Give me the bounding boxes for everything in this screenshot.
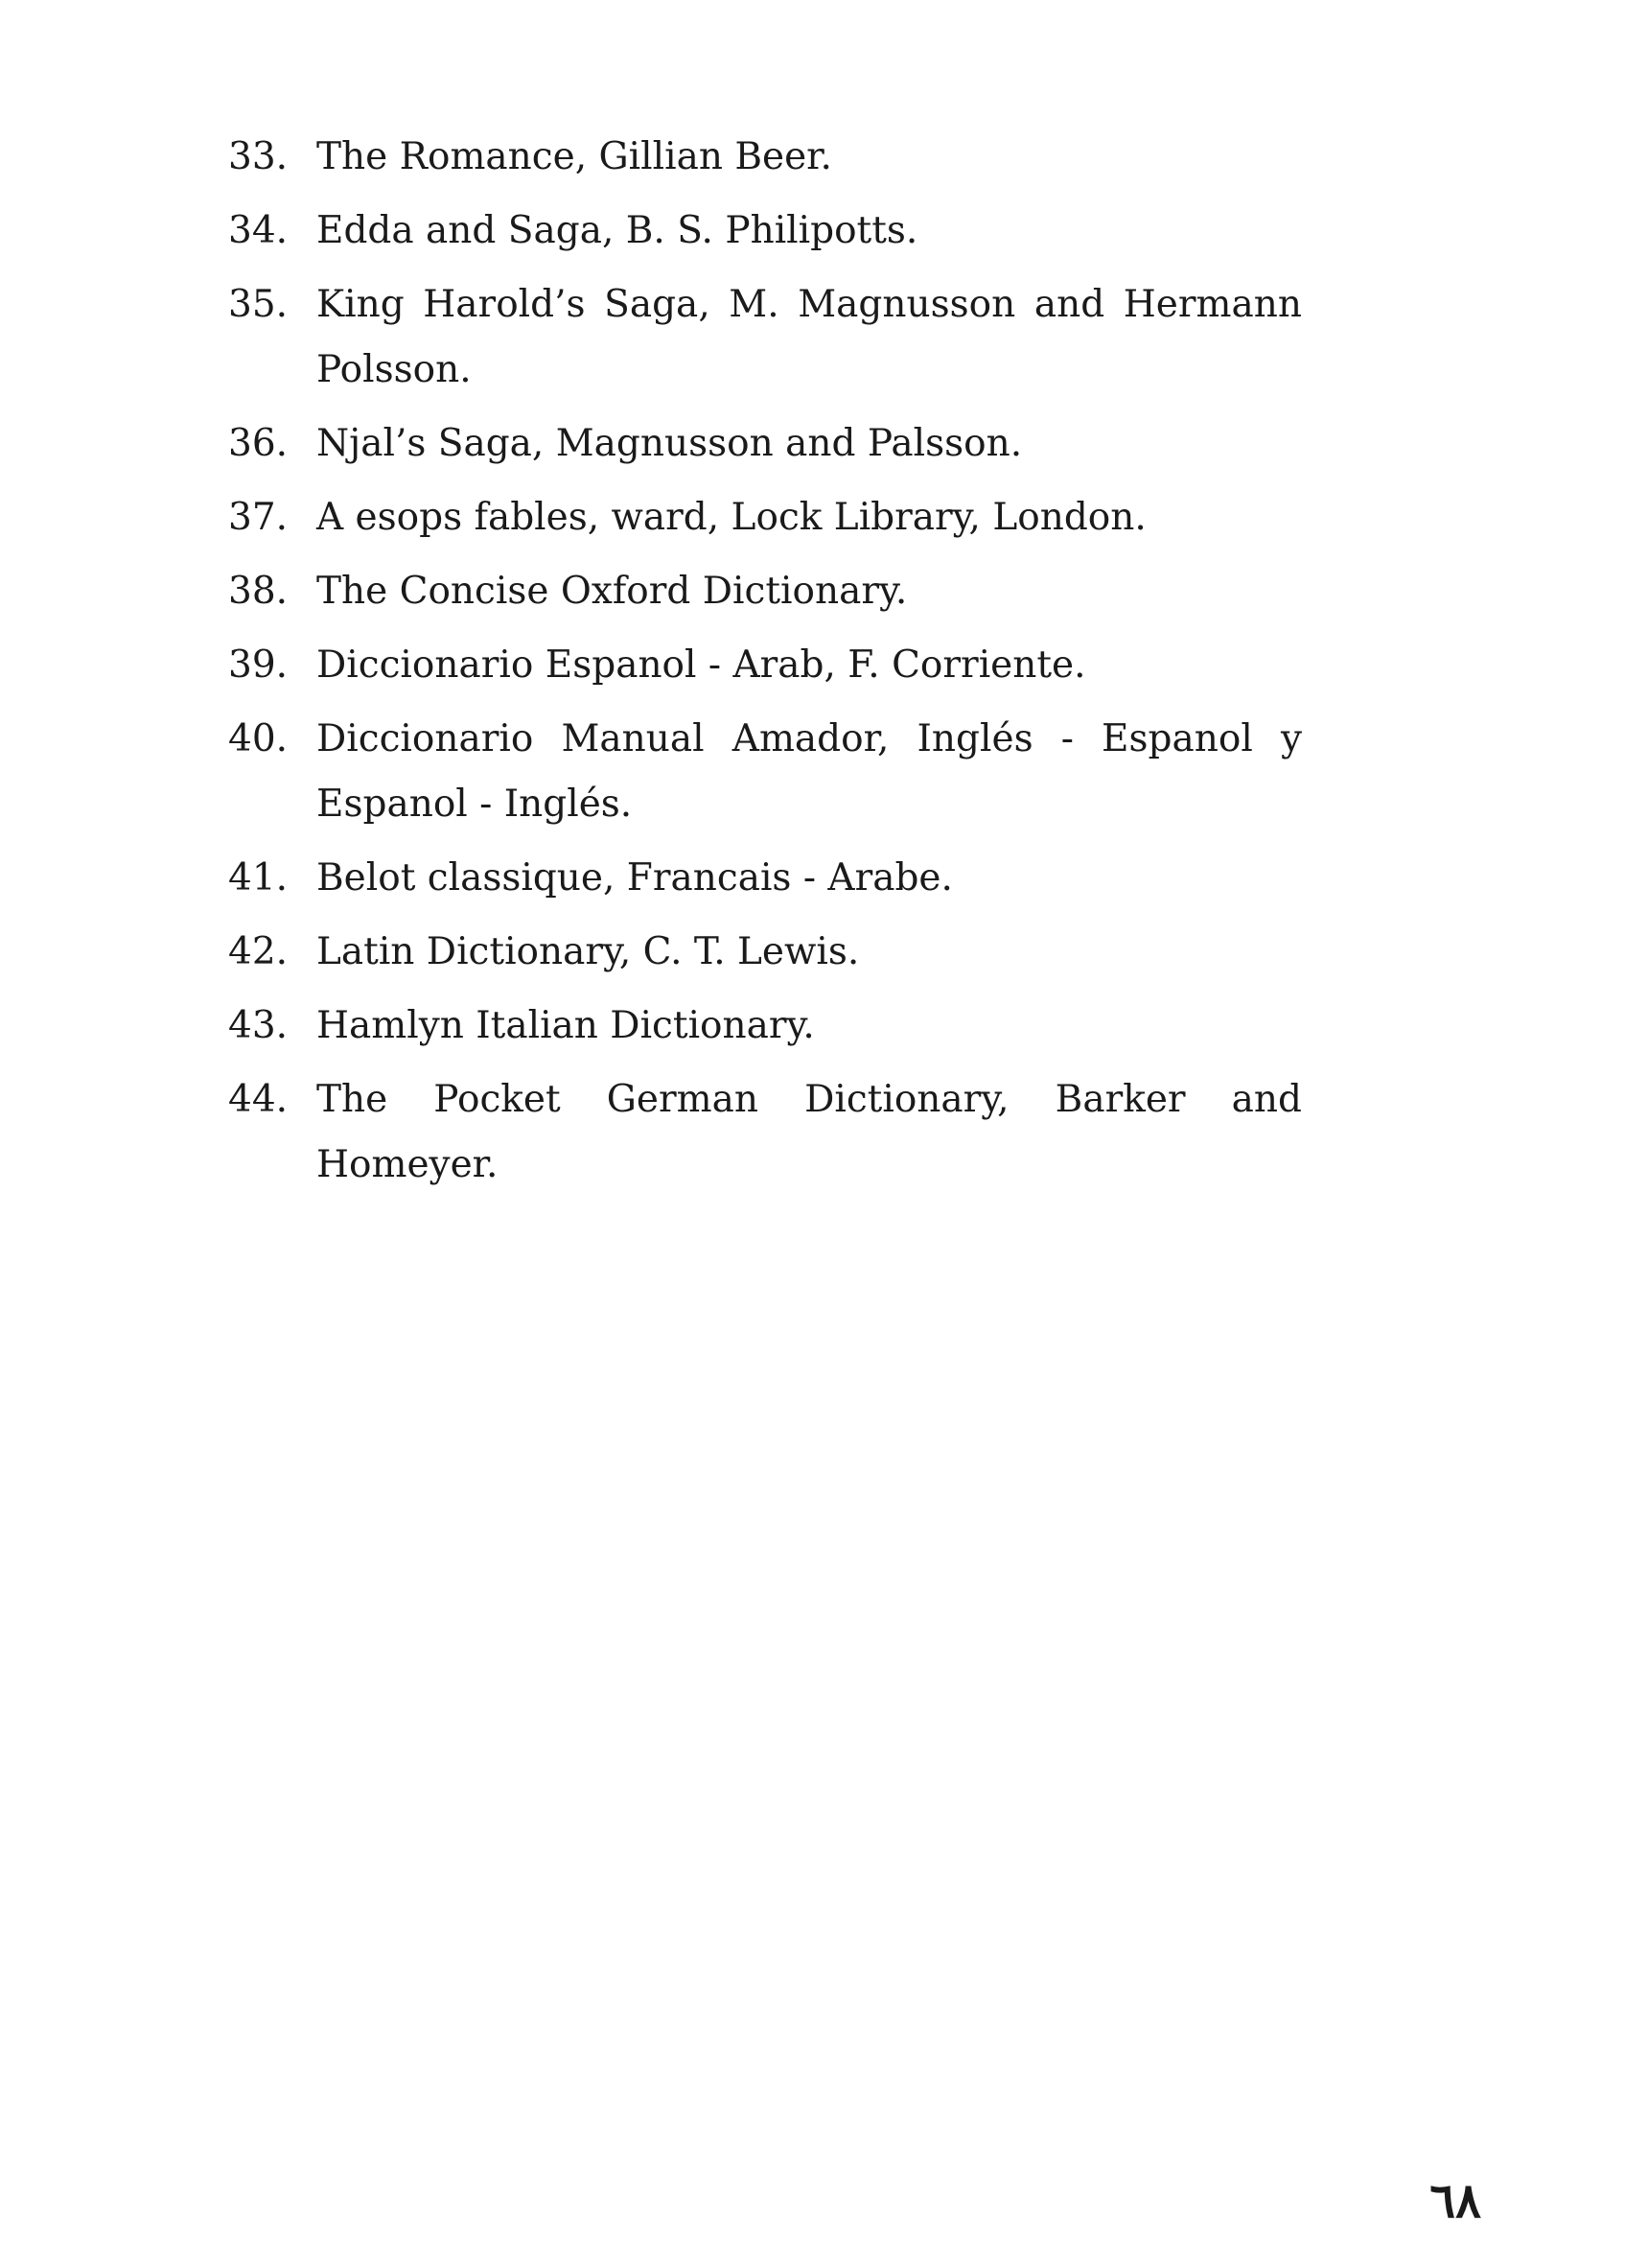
reference-number: 37. — [228, 496, 289, 539]
reference-text: Diccionario Espanol - Arab, F. Corriente. — [316, 643, 1086, 687]
reference-number: 33. — [228, 135, 289, 178]
reference-number: 36. — [228, 422, 289, 465]
reference-text: Hamlyn Italian Dictionary. — [316, 1004, 815, 1047]
reference-number: 38. — [228, 570, 289, 613]
reference-number: 41. — [228, 856, 289, 900]
reference-item — [228, 559, 1302, 624]
reference-text: King Harold’s Saga, M. Magnusson and Hermann Polsson. — [316, 283, 1302, 391]
reference-number: 40. — [228, 717, 289, 760]
reference-item — [228, 920, 1302, 985]
reference-item — [228, 199, 1302, 264]
reference-item — [228, 272, 1302, 403]
reference-item — [228, 125, 1302, 190]
reference-text: A esops fables, ward, Lock Library, London. — [316, 496, 1147, 539]
reference-number: 42. — [228, 930, 289, 973]
reference-text: The Concise Oxford Dictionary. — [316, 570, 908, 613]
reference-item — [228, 707, 1302, 837]
reference-item — [228, 994, 1302, 1059]
reference-list — [228, 125, 1302, 1206]
reference-text: Edda and Saga, B. S. Philipotts. — [316, 209, 918, 252]
reference-text: Belot classique, Francais - Arabe. — [316, 856, 953, 900]
reference-item — [228, 846, 1302, 911]
reference-text: The Pocket German Dictionary, Barker and Homeyer. — [316, 1078, 1302, 1186]
reference-item — [228, 1067, 1302, 1198]
reference-number: 44. — [228, 1078, 289, 1121]
reference-number: 43. — [228, 1004, 289, 1047]
reference-number: 34. — [228, 209, 289, 252]
reference-text: Diccionario Manual Amador, Inglés - Espanol y Espanol - Inglés. — [316, 717, 1302, 826]
reference-item — [228, 633, 1302, 698]
reference-item — [228, 485, 1302, 550]
reference-item — [228, 411, 1302, 477]
reference-text: The Romance, Gillian Beer. — [316, 135, 832, 178]
reference-text: Njal’s Saga, Magnusson and Palsson. — [316, 422, 1023, 465]
reference-text: Latin Dictionary, C. T. Lewis. — [316, 930, 860, 973]
page-number: ٦٨ — [1429, 2172, 1481, 2229]
reference-number: 39. — [228, 643, 289, 687]
reference-number: 35. — [228, 283, 289, 326]
